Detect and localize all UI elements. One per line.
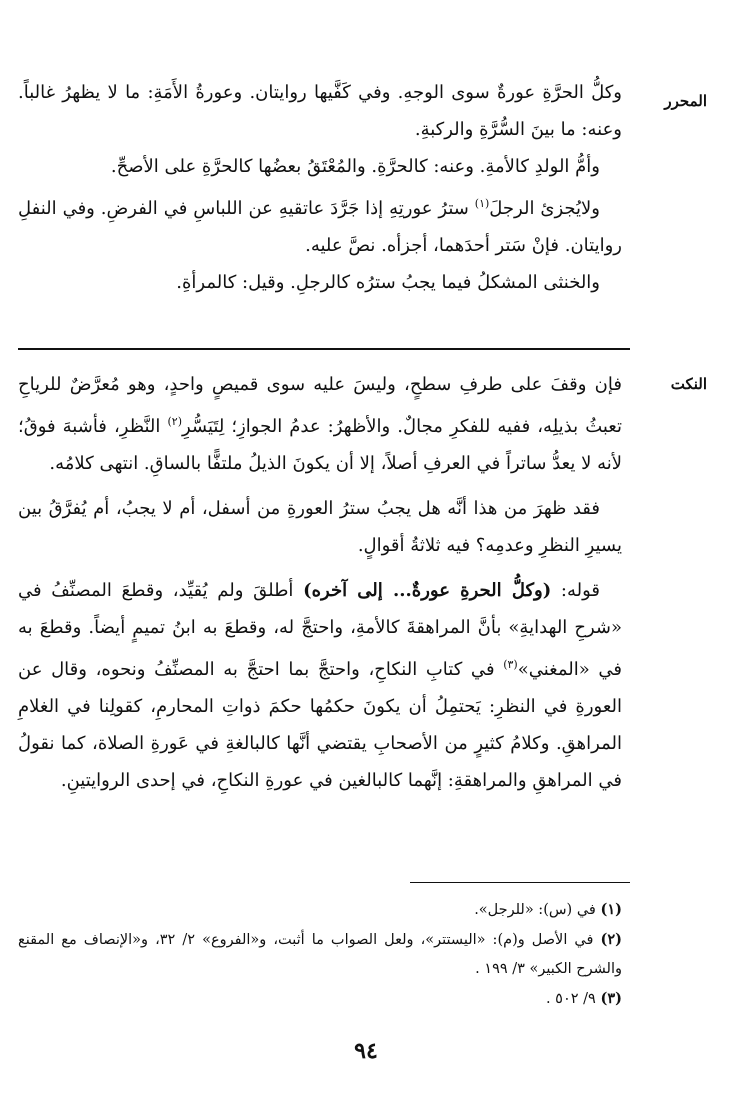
- label-nukat: النكت: [670, 375, 707, 393]
- footnote-number: (٣): [600, 990, 622, 1007]
- quoted-phrase: (وكلُّ الحرةِ عورةٌ... إلى آخره): [303, 580, 552, 601]
- muharrar-paragraph-4: والخنثى المشكلُ فيما يجبُ سترُه كالرجلِ. وقيل: كالمرأةِ.: [176, 272, 600, 293]
- nukat-paragraph-3: [18, 572, 622, 799]
- footnote-1: [18, 895, 622, 925]
- section-divider: [18, 348, 630, 350]
- footnote-number: (١): [600, 901, 622, 918]
- footnote-text: في الأصل و(م): «اليستتر»، ولعل الصواب ما أثبت، و«الفروع» ٢/ ٣٢، و«الإنصاف مع المقنع والشرح الكبير» ٣/ ١٩٩ .: [18, 932, 622, 977]
- muharrar-paragraph-2: وأمُّ الولدِ كالأمةِ. وعنه: كالحرَّةِ. والمُعْتَقُ بعضُها كالحرَّةِ على الأصحِّ.: [110, 156, 600, 177]
- footnote-ref-1: (١): [474, 197, 490, 210]
- nukat-p3-rest: في كتابِ النكاحِ، واحتجَّ بما احتجَّ به المصنِّفُ ونحوه، وقال عن العورةِ في النظرِ: يَحتمِلُ أن يكونَ حكمُها حكمَ ذواتِ المحارمِ، كقولِنا في الغلامِ المراهقِ. وكلامُ كثيرٍ من الأصحابِ يقتضي أنَّها كالبالغةِ في عَورةِ الصلاة، كما نقولُ في المراهقِ والمراهقةِ: إنَّهما كالبالغين في عورةِ النكاحِ، في إحدى الروايتينِ.: [18, 659, 622, 791]
- footnotes: [18, 895, 622, 1014]
- footnote-text: في (س): «للرجل».: [474, 902, 596, 918]
- footnote-3: [18, 984, 622, 1014]
- footnote-ref-2: (٢): [167, 415, 182, 428]
- muharrar-paragraph-1: وكلُّ الحرَّةِ عورةٌ سوى الوجهِ. وفي كَفَّيها روايتان. وعورةُ الأَمَةِ: ما لا يظهرُ غالباً. وعنه: ما بينَ السُّرَّةِ والركبةِ.: [18, 82, 622, 140]
- footnote-text: ٩/ ٥٠٢ .: [545, 991, 596, 1007]
- footnote-2: [18, 925, 622, 984]
- muharrar-text: [18, 74, 622, 301]
- nukat-p3-start: قوله:: [551, 580, 601, 601]
- muharrar-paragraph-3: [18, 185, 622, 264]
- footnote-rule: [410, 882, 630, 883]
- nukat-p1-rest: النَّظرِ، فأشبهَ فوقُ؛ لأنه لا يعدُّ ساتراً في العرفِ أصلاً، إلا أن يكونَ الذيلُ ملتفًّا بالساقِ. انتهى كلامُه.: [18, 416, 622, 474]
- nukat-p1-start: فإن وقفَ على طرفِ سطحٍ، وليسَ عليه سوى قميصٍ واحدٍ، وهو مُعرَّضٌ للرياحِ تعبثُ بذيلِه، ففيه للفكرِ مجالٌ. والأظهرُ: عدمُ الجوازِ؛ لِتَيَسُّرِ: [18, 374, 622, 437]
- page-number: ٩٤: [354, 1038, 378, 1064]
- muharrar-p3-rest: سترُ عورتِهِ إذا جَرَّدَ عاتقيهِ عن اللباسِ في الفرضِ. وفي النفلِ روايتان. فإنْ سَتر أحدَهما، أجزأه. نصَّ عليه.: [18, 198, 622, 256]
- label-muharrar: المحرر: [664, 92, 707, 110]
- nukat-text: [18, 366, 622, 799]
- muharrar-p3-start: ولايُجزئ الرجلَ: [489, 198, 600, 219]
- nukat-p3-middle: أطلقَ ولم يُقيِّد، وقطعَ المصنِّفُ في «شرحِ الهدايةِ» بأنَّ المراهقةَ كالأمةِ، واحتجَّ له، وقطعَ به ابنُ تميمٍ أيضاً. وقطعَ به في «المغني»: [18, 580, 622, 680]
- footnote-number: (٢): [600, 931, 623, 948]
- footnote-ref-3: (٣): [503, 658, 518, 671]
- nukat-paragraph-1: [18, 366, 622, 482]
- nukat-paragraph-2: فقد ظهرَ من هذا أنَّه هل يجبُ سترُ العورةِ من أسفل، أم لا يجبُ، أم يُفرَّقُ بين يسيرِ النظرِ وعدمِه؟ فيه ثلاثةُ أقوالٍ.: [18, 498, 622, 556]
